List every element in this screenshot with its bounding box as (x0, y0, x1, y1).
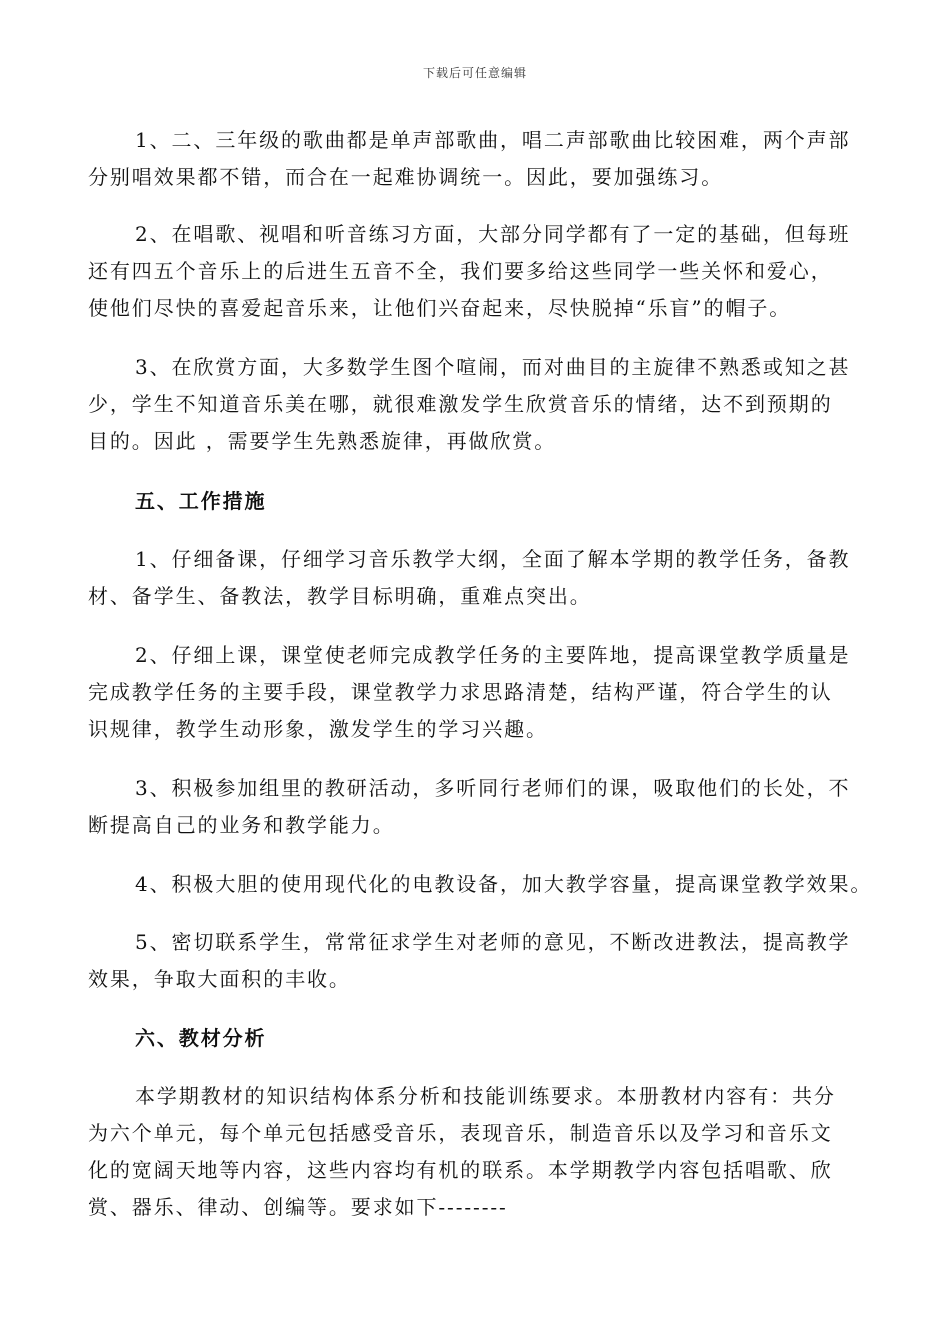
paragraph-line: 效果，争取大面积的丰收。 (88, 967, 351, 991)
paragraph-line: 完成教学任务的主要手段，课堂教学力求思路清楚，结构严谨，符合学生的认 (88, 680, 833, 704)
paragraph-line: 2、仔细上课，课堂使老师完成教学任务的主要阵地，提高课堂教学质量是 (135, 643, 851, 667)
paragraph-line: 3、在欣赏方面，大多数学生图个喧闹，而对曲目的主旋律不熟悉或知之甚 (135, 355, 851, 379)
paragraph-line: 4、积极大胆的使用现代化的电教设备，加大教学容量，提高课堂教学效果。 (135, 872, 873, 896)
section-heading: 五、工作措施 (135, 489, 267, 513)
paragraph-line: 化的宽阔天地等内容，这些内容均有机的联系。本学期教学内容包括唱歌、欣 (88, 1158, 833, 1182)
paragraph-line: 材、备学生、备教法，教学目标明确，重难点突出。 (88, 584, 592, 608)
paragraph-line: 分别唱效果都不错，而合在一起难协调统一。因此，要加强练习。 (88, 165, 724, 189)
paragraph-line: 断提高自己的业务和教学能力。 (88, 813, 395, 837)
paragraph-line: 5、密切联系学生，常常征求学生对老师的意见，不断改进教法，提高教学 (135, 930, 851, 954)
paragraph-line: 少，学生不知道音乐美在哪，就很难激发学生欣赏音乐的情绪，达不到预期的 (88, 392, 833, 416)
paragraph-line: 赏、器乐、律动、创编等。要求如下-------- (88, 1195, 508, 1219)
paragraph-line: 识规律，教学生动形象，激发学生的学习兴趣。 (88, 717, 548, 741)
page-header: 下载后可任意编辑 (422, 66, 527, 80)
paragraph-line: 2、在唱歌、视唱和听音练习方面，大部分同学都有了一定的基础，但每班 (135, 222, 851, 246)
paragraph-line: 1、二、三年级的歌曲都是单声部歌曲，唱二声部歌曲比较困难，两个声部 (135, 128, 851, 152)
paragraph-line: 3、积极参加组里的教研活动，多听同行老师们的课，吸取他们的长处，不 (135, 776, 851, 800)
section-heading: 六、教材分析 (135, 1026, 267, 1050)
paragraph-line: 本学期教材的知识结构体系分析和技能训练要求。本册教材内容有：共分 (135, 1084, 836, 1108)
paragraph-line: 为六个单元，每个单元包括感受音乐，表现音乐，制造音乐以及学习和音乐文 (88, 1121, 833, 1145)
paragraph-line: 目的。因此 ，需要学生先熟悉旋律，再做欣赏。 (88, 429, 557, 453)
paragraph-line: 1、仔细备课，仔细学习音乐教学大纲，全面了解本学期的教学任务，备教 (135, 547, 851, 571)
paragraph-line: 还有四五个音乐上的后进生五音不全，我们要多给这些同学一些关怀和爱心， (88, 259, 833, 283)
paragraph-line: 使他们尽快的喜爱起音乐来，让他们兴奋起来，尽快脱掉“乐盲”的帽子。 (88, 296, 792, 320)
